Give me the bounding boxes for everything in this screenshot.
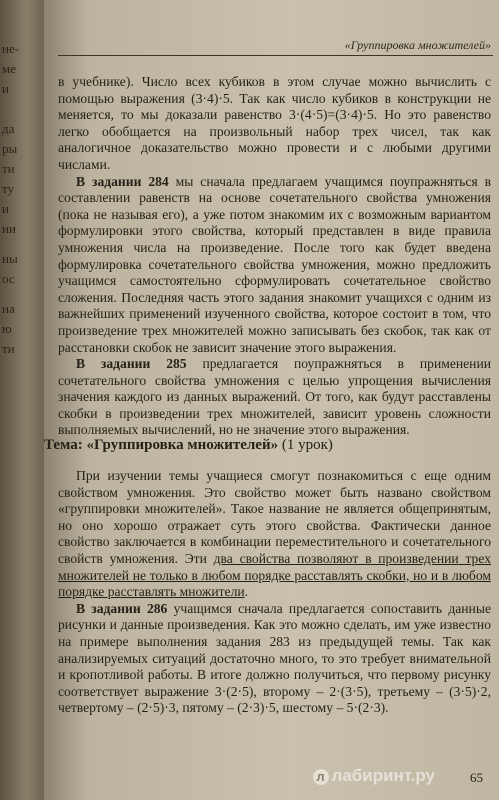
- book-page: [44, 0, 499, 800]
- paragraph-task-285: [58, 356, 491, 439]
- left-page-fragment: ти: [2, 341, 15, 356]
- task-284-lead: В задании 284: [76, 173, 169, 189]
- left-page-fragment: ос: [2, 271, 15, 286]
- left-page-fragment: ти: [2, 161, 15, 176]
- left-page-fragment: не‑: [2, 41, 20, 56]
- left-page-fragment: и: [2, 201, 9, 216]
- left-page-fragment: ту: [2, 181, 15, 196]
- header-rule: [58, 55, 493, 56]
- left-page-fragment: ии: [2, 221, 16, 236]
- left-page-fragment: и: [2, 81, 9, 96]
- left-page-fragment: да: [2, 121, 15, 136]
- text-block-bottom: [58, 468, 491, 717]
- paragraph-topic-intro: [58, 468, 491, 601]
- topic-title: Тема: «Группировка множителей»: [44, 437, 279, 453]
- topic-intro-end: .: [244, 584, 249, 600]
- topic-heading: [44, 437, 491, 454]
- task-285-text: предлагается поупражняться в применении сочетательного свойства умножения с целью упрощения вычисления значения каждого из данных выражений. От того, как будут расставлены скобки в произведении трех множителей, зависит уровень сложности выполняемых вычислений, но не значение этого выражения.: [58, 356, 492, 438]
- task-286-lead: В задании 286: [76, 600, 168, 616]
- watermark-text: лабиринт.ру: [331, 766, 435, 785]
- left-page-fragment: ме: [2, 61, 16, 76]
- task-284-text: мы сначала предлагаем учащимся поупражняться в составлении равенств на основе сочетательного свойства умножения (пока не называя его), а уже потом знакомим их с возможным вариантом формулировки этого свойства, который представлен в виде правила умножения числа на произведение. После того как будет введена формулировка сочетательного свойства умножения, можно предложить учащимся самостоятельно сформулировать сочетательное свойство сложения. Последняя часть этого задания знакомит учащихся с одним из важнейших применений изученного свойства, которое состоит в том, что произведение трех множителей можно записывать без скобок, так как от расстановки скобок не зависит значение этого выражения.: [58, 173, 492, 355]
- labirint-watermark: [313, 766, 435, 786]
- paragraph-intro: в учебнике). Число всех кубиков в этом случае можно вычислить с помощью выражения (3·4)·5. Так как число кубиков в конструкции не меняется, то мы доказали равенство 3·(4·5)=(3·4)·5. Но это равенство легко обобщается на произвольный набор трех чисел, так как аналогичное доказательство можно провести и с любыми другими числами.: [58, 74, 491, 172]
- task-285-lead: В задании 285: [76, 356, 187, 372]
- left-page-fragment: ры: [2, 141, 18, 156]
- topic-lesson-count: (1 урок): [278, 437, 333, 453]
- topic-intro-text: При изучении темы учащиеся смогут познакомиться с еще одним свойством умножения. Это свойство может быть названо свойством «группировки множителей». Такое название не является общепринятым, но оно хорошо отражает суть этого свойства. Фактически данное свойство заключается в комбинации переместительного и сочетательного свойств умножения. Эти: [58, 468, 491, 566]
- running-head: «Группировка множителей»: [344, 38, 491, 52]
- text-block-top: [58, 74, 491, 439]
- page-number: 65: [470, 770, 483, 785]
- task-286-text: учащимся сначала предлагается сопоставить данные рисунки и данные произведения. Как это можно сделать, им уже известно на примере выполнения задания 283 из предыдущей темы. Так как анализируемых ситуаций достаточно много, то это требует внимательной и кропотливой работы. В итоге должно получиться, что первому рисунку соответствует выражение 3·(2·5), второму – 2·(3·5), третьему – (3·5)·2, четвертому – (2·5)·3, пятому – (2·3)·5, шестому – 5·(2·3).: [58, 600, 491, 716]
- paragraph-task-284: [58, 174, 491, 357]
- underlined-passage: два свойства позволяют в произведении трех множителей не только в любом порядке расставлять скобки, но и в любом порядке расставлять множители: [58, 550, 491, 600]
- left-page-fragment: ю: [2, 321, 12, 336]
- paragraph-task-286: [58, 601, 491, 717]
- left-page-edge: [0, 0, 44, 800]
- labirint-logo-icon: л: [313, 769, 329, 785]
- left-page-fragment: ны: [2, 251, 18, 266]
- left-page-fragment: на: [2, 301, 15, 316]
